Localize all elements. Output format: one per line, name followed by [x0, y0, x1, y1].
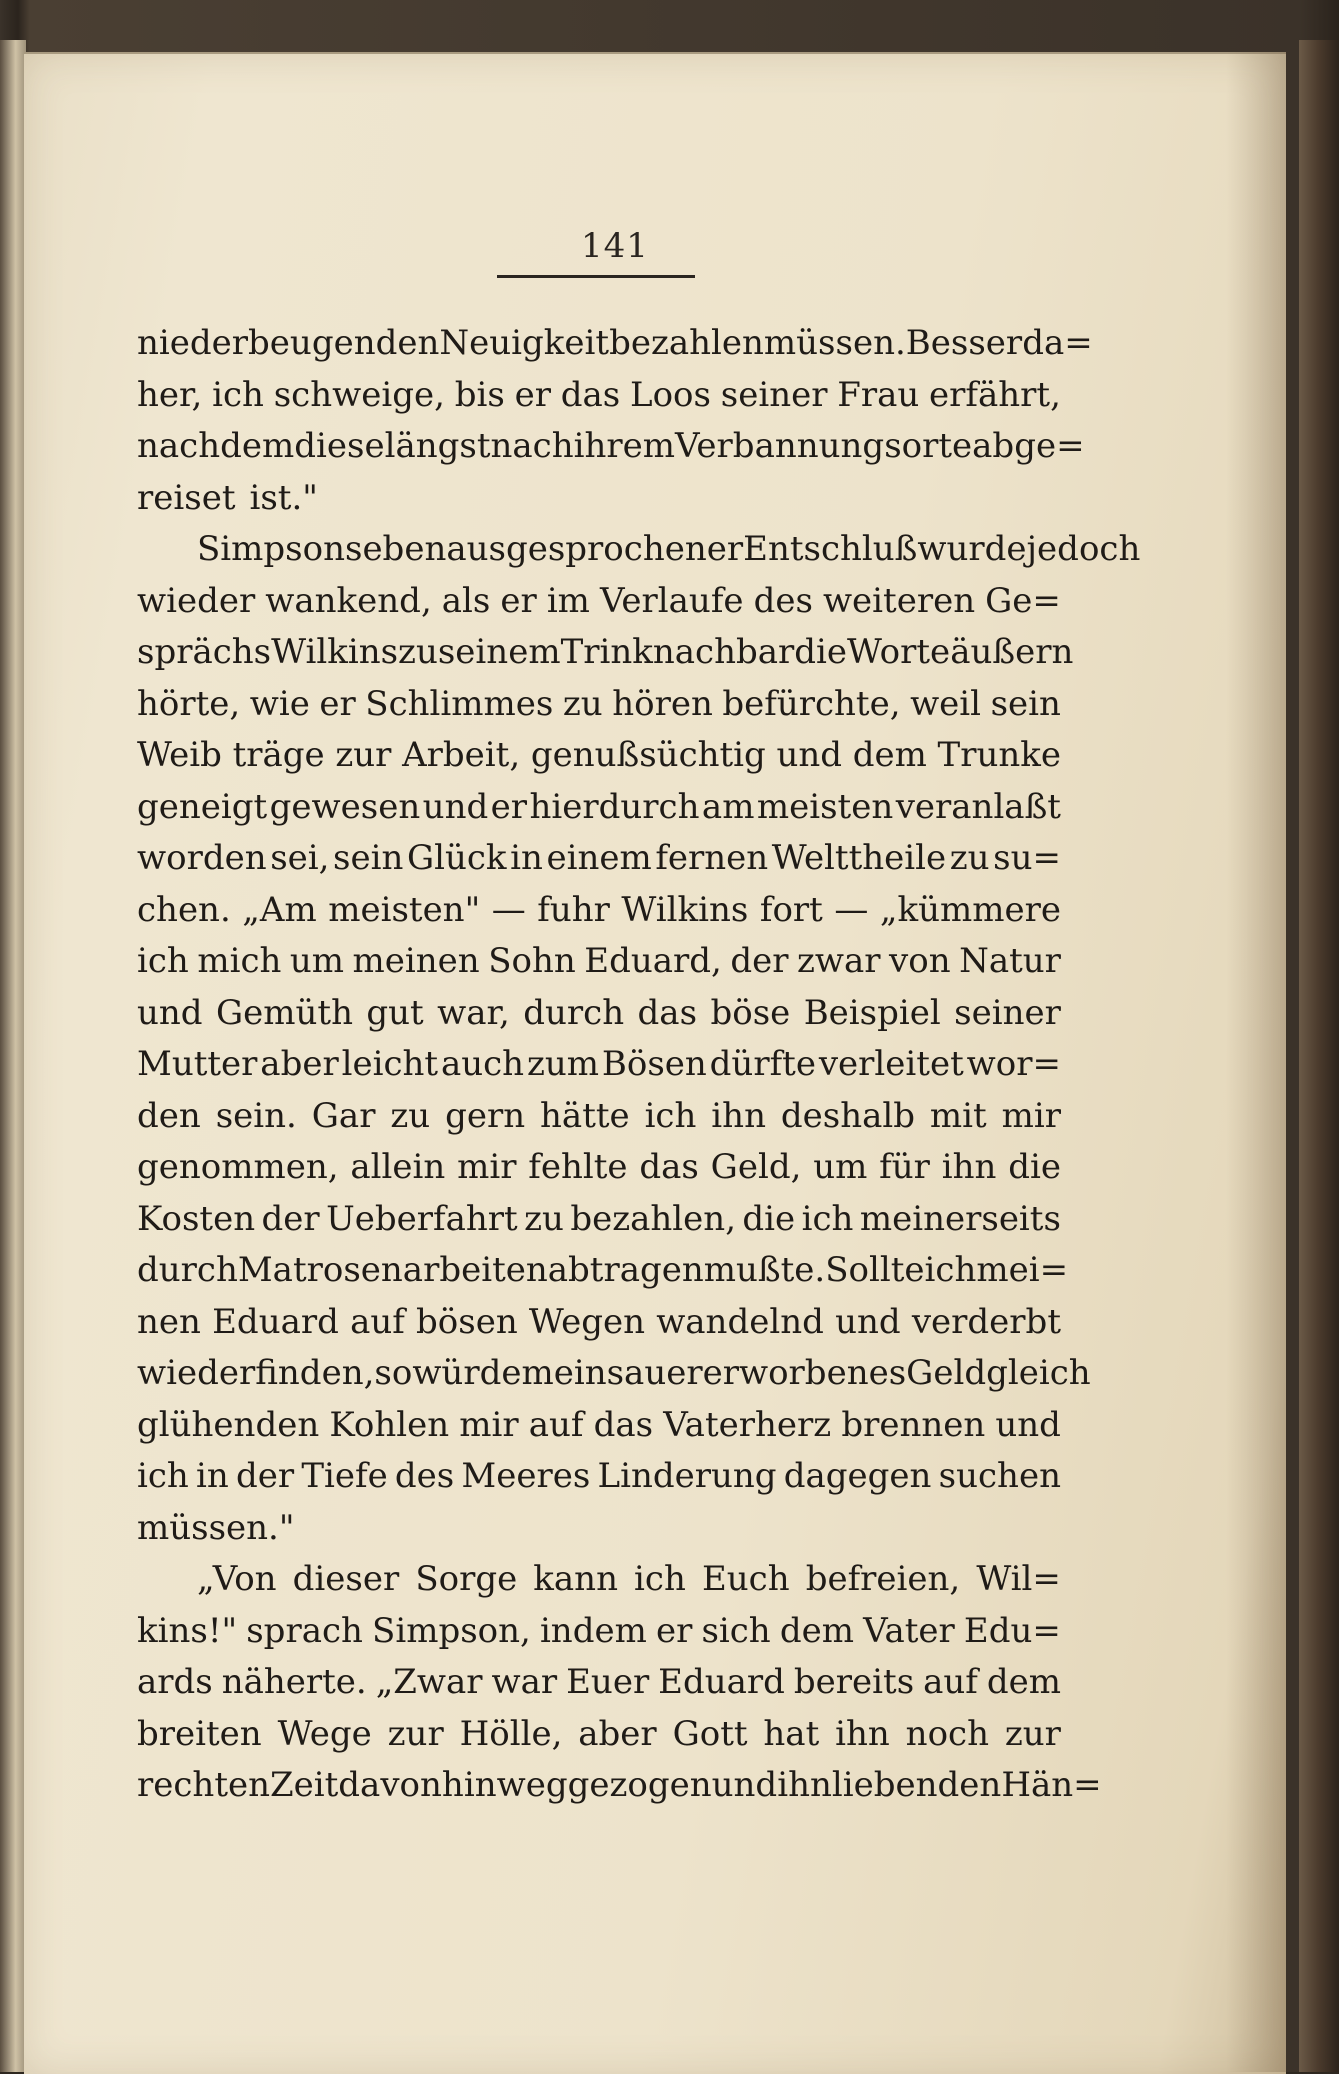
word: sein [990, 683, 1061, 724]
word: den [137, 1095, 201, 1136]
word: durch [137, 1250, 238, 1290]
word: hätte [540, 1095, 630, 1136]
word: Sohn [488, 941, 576, 981]
text-line [137, 1503, 1061, 1555]
word: geneigt [137, 786, 268, 827]
word: gern [445, 1095, 526, 1136]
text-line [137, 1142, 1061, 1194]
word: Mutter [137, 1044, 258, 1084]
text-line [137, 524, 1141, 576]
word: nach [490, 426, 574, 466]
word: ihn [777, 1765, 832, 1805]
word: zu [562, 683, 603, 724]
word: bezahlen, [570, 1198, 736, 1239]
word: Bösen [601, 1044, 707, 1084]
text-line [137, 1245, 1069, 1297]
word: bereits [793, 1662, 915, 1702]
word: und [711, 1765, 778, 1805]
text-line [137, 1039, 1061, 1091]
word: „Am [242, 889, 317, 930]
word: auf [350, 1301, 405, 1342]
word: böse [710, 992, 791, 1033]
word: Ge= [985, 580, 1061, 621]
word: und [995, 1404, 1061, 1445]
word: sauer [606, 1353, 703, 1393]
word: sprächs [137, 632, 272, 672]
word: veranlaßt [895, 786, 1061, 827]
word: glühenden [137, 1404, 320, 1445]
binding-edge [0, 40, 26, 2072]
word: nachdem [137, 426, 295, 466]
word: sprach [246, 1610, 363, 1651]
word: hat [763, 1713, 820, 1754]
word: meisten [756, 786, 894, 827]
word: fernen [655, 838, 769, 878]
word: wor= [966, 1044, 1061, 1084]
cover-board [1299, 40, 1339, 2072]
word: Kosten [137, 1198, 256, 1239]
word: mir [459, 1404, 519, 1445]
word: um [289, 941, 345, 981]
word: Hölle, [459, 1713, 563, 1754]
text-line [137, 1194, 1061, 1246]
word: auf [923, 1662, 978, 1702]
word: meisten" [328, 889, 481, 930]
word: wandelnd [656, 1301, 824, 1342]
word: ich [137, 1456, 189, 1496]
word: Hän= [1001, 1765, 1102, 1805]
word: deshalb [780, 1095, 916, 1136]
word: er [514, 374, 551, 415]
word: Eduard [658, 1662, 785, 1702]
word: jedoch [1026, 529, 1141, 569]
word: dürfte [709, 1044, 816, 1084]
word: zu [949, 838, 990, 878]
word: suchen [938, 1456, 1061, 1496]
word: chen. [137, 889, 231, 930]
word: Ueberfahrt [326, 1198, 518, 1239]
word: der [261, 1198, 320, 1239]
page-number: 141 [581, 226, 649, 266]
word: würde [412, 1353, 522, 1393]
word: nen [137, 1301, 201, 1342]
word: meinerseits [859, 1198, 1061, 1239]
word: ihrem [573, 426, 675, 466]
text-line [137, 730, 1061, 782]
word: Geld [906, 1353, 987, 1393]
word: diese [294, 426, 385, 466]
word: zu [398, 632, 438, 672]
word: Wilkins [621, 889, 749, 930]
word: in [510, 838, 543, 878]
word: Verlaufe [599, 580, 744, 621]
word: dem [779, 1610, 854, 1651]
word: Simpsons [197, 529, 363, 569]
word: ihn [835, 1713, 890, 1754]
word: gleich [986, 1353, 1091, 1393]
word: ihn [711, 1095, 766, 1136]
word: am [701, 786, 755, 827]
word: — [834, 889, 869, 930]
word: als [441, 580, 491, 621]
word: in [196, 1456, 229, 1496]
word: dem [852, 735, 927, 775]
word: bösen [416, 1301, 518, 1342]
text-line [137, 1451, 1061, 1503]
word: Frau [837, 374, 920, 415]
word: äußern [950, 632, 1074, 672]
word: dagegen [783, 1456, 932, 1496]
word: so [374, 1353, 413, 1393]
word: das [560, 374, 621, 415]
word: ich [137, 941, 189, 981]
word: „Zwar [375, 1662, 483, 1702]
word: Kohlen [329, 1404, 450, 1445]
word: abtragen [547, 1250, 704, 1290]
word: fehlte [528, 1147, 628, 1187]
word: Worte [847, 632, 951, 672]
word: zur [335, 735, 392, 775]
word: aber [260, 1044, 339, 1084]
word: Matrosenarbeiten [237, 1250, 548, 1290]
word: her, [137, 374, 203, 415]
word: liebenden [831, 1765, 1002, 1805]
word: ich [634, 1559, 686, 1599]
word: schweige, [273, 374, 445, 415]
word: weil [910, 683, 982, 724]
word: hierdurch [529, 786, 700, 827]
word: noch [905, 1713, 989, 1754]
word: der [730, 941, 789, 981]
word: Gar [311, 1095, 376, 1136]
word: allein [350, 1147, 446, 1187]
word: Simpson, [372, 1610, 531, 1651]
word: Gemüth [215, 992, 353, 1033]
word: indem [539, 1610, 647, 1651]
word: einem [546, 838, 652, 878]
word: zu [524, 1198, 564, 1239]
word: abge= [972, 426, 1085, 466]
word: Edu= [963, 1610, 1061, 1651]
text-line [137, 833, 1061, 885]
word: Beispiel [803, 992, 941, 1033]
word: breiten [137, 1713, 262, 1754]
word: — [491, 889, 526, 930]
word: Zeit [270, 1765, 339, 1805]
word: zwar [796, 941, 881, 981]
word: mei= [976, 1250, 1069, 1290]
word: Trunke [937, 735, 1061, 775]
word: leicht [341, 1044, 439, 1084]
word: Eduard, [584, 941, 722, 981]
word: kins!" [137, 1610, 238, 1651]
word: aber [578, 1713, 657, 1754]
word: durch [523, 992, 625, 1033]
word: sich [701, 1610, 771, 1651]
text-line [137, 1709, 1061, 1761]
word: Wege [277, 1713, 372, 1754]
word: träge [232, 735, 325, 775]
text-line [137, 1297, 1061, 1349]
word: worden [137, 838, 267, 878]
word: zur [1004, 1713, 1061, 1754]
word: Verbannungsorte [675, 426, 973, 466]
word: Wilkins [271, 632, 399, 672]
word: gut [366, 992, 424, 1033]
word: Weib [137, 735, 222, 775]
word: zur [387, 1713, 444, 1754]
body-text [137, 318, 1141, 1812]
word: mir [1001, 1095, 1061, 1136]
word: Sorge [415, 1559, 518, 1599]
word: Loos [630, 374, 711, 415]
word: er [500, 580, 537, 621]
word: bis [454, 374, 505, 415]
word: weiteren [822, 580, 976, 621]
text-line [137, 1348, 1091, 1400]
text-line [137, 679, 1061, 731]
word: Besser [905, 323, 1023, 363]
word: hören [612, 683, 713, 724]
word: zum [526, 1044, 599, 1084]
word: die [794, 632, 848, 672]
word: brennen [841, 1404, 986, 1445]
text-line [137, 473, 1061, 525]
word: Entschluß [743, 529, 918, 569]
word: „kümmere [879, 889, 1061, 930]
word: wankend, [265, 580, 432, 621]
word: mein [521, 1353, 607, 1393]
word: niederbeugenden [137, 323, 440, 363]
word: von [889, 941, 951, 981]
word: Linderung [597, 1456, 777, 1496]
text-line [137, 988, 1061, 1040]
word: und [422, 786, 489, 827]
word: näherte. [221, 1662, 367, 1702]
word: ausgesprochener [446, 529, 744, 569]
word: im [546, 580, 590, 621]
word: für [879, 1147, 930, 1187]
word: genommen, [137, 1147, 339, 1187]
word: war [491, 1662, 558, 1702]
word: auch [440, 1044, 525, 1084]
word: Geld, [710, 1147, 802, 1187]
word: Vater [863, 1610, 955, 1651]
word: das [637, 992, 698, 1033]
word: Eduard [212, 1301, 339, 1342]
word: davon [338, 1765, 442, 1805]
word: fort [759, 889, 823, 930]
text-line [137, 1760, 1102, 1812]
word: seiner [954, 992, 1061, 1033]
word: mit [929, 1095, 987, 1136]
text-line [137, 318, 1093, 370]
word: meinen [352, 941, 480, 981]
word: ards [137, 1662, 213, 1702]
word: befreien, [805, 1559, 961, 1599]
word: seiner [720, 374, 828, 415]
word: müssen." [137, 1507, 295, 1548]
word: Arbeit, [402, 735, 521, 775]
word: wie [249, 683, 310, 724]
word: wieder [137, 580, 256, 621]
text-line [137, 782, 1061, 834]
word: auf [528, 1404, 584, 1445]
text-line [137, 1400, 1061, 1452]
word: das [593, 1404, 654, 1445]
word: des [753, 580, 813, 621]
text-line [137, 370, 1061, 422]
word: er [319, 683, 356, 724]
word: hinweggezogen [441, 1765, 712, 1805]
word: Wil= [976, 1559, 1061, 1599]
text-line [137, 1091, 1061, 1143]
word: war, [437, 992, 510, 1033]
word: Meeres [461, 1456, 591, 1496]
word: ich [801, 1198, 854, 1239]
text-line [137, 885, 1061, 937]
word: Welttheile [771, 838, 947, 878]
word: ich [212, 374, 264, 415]
word: ich [644, 1095, 697, 1136]
word: bezahlen [609, 323, 764, 363]
word: erfährt, [929, 374, 1061, 415]
word: gewesen [269, 786, 421, 827]
word: ihn [941, 1147, 997, 1187]
word: Tiefe [301, 1456, 388, 1496]
word: eben [362, 529, 447, 569]
word: müssen. [763, 323, 906, 363]
word: zu [390, 1095, 431, 1136]
page-number-rule [497, 275, 695, 278]
word: Natur [959, 941, 1061, 981]
word: ist." [249, 477, 318, 518]
word: sei, [270, 838, 330, 878]
word: Trinknachbar [560, 632, 795, 672]
word: „Von [197, 1559, 277, 1599]
word: rechten [137, 1765, 270, 1805]
word: Wegen [528, 1301, 645, 1342]
text-line [137, 627, 1074, 679]
word: Neuigkeit [439, 323, 610, 363]
word: befürchte, [722, 683, 901, 724]
word: reiset [137, 477, 236, 518]
page-edge-shadow [1226, 52, 1286, 2072]
word: Euer [566, 1662, 650, 1702]
text-line [137, 421, 1085, 473]
word: die [742, 1198, 796, 1239]
word: genußsüchtig [530, 735, 766, 775]
word: hörte, [137, 683, 241, 724]
text-line [137, 1606, 1061, 1658]
word: wurde [917, 529, 1027, 569]
word: mußte. [703, 1250, 826, 1290]
word: er [490, 786, 528, 827]
word: der [235, 1456, 295, 1496]
word: verderbt [911, 1301, 1061, 1342]
word: Vaterherz [663, 1404, 832, 1445]
word: Schlimmes [365, 683, 554, 724]
word: mich [197, 941, 282, 981]
word: Gott [672, 1713, 748, 1754]
word: des [394, 1456, 455, 1496]
word: dem [986, 1662, 1061, 1702]
word: sein. [215, 1095, 297, 1136]
word: erworbenes [702, 1353, 907, 1393]
word: das [639, 1147, 699, 1187]
word: seinem [437, 632, 561, 672]
word: Sollte [825, 1250, 925, 1290]
word: um [813, 1147, 868, 1187]
word: und [835, 1301, 901, 1342]
word: er [655, 1610, 693, 1651]
word: verleitet [818, 1044, 964, 1084]
word: da= [1022, 323, 1093, 363]
word: und [137, 992, 203, 1033]
word: fuhr [537, 889, 610, 930]
word: Glück [406, 838, 507, 878]
text-line [137, 1657, 1061, 1709]
word: mir [457, 1147, 517, 1187]
word: sein [333, 838, 404, 878]
text-line [137, 936, 1061, 988]
word: su= [993, 838, 1061, 878]
word: wiederfinden, [137, 1353, 375, 1393]
word: ich [924, 1250, 977, 1290]
word: Euch [701, 1559, 790, 1599]
word: längst [384, 426, 491, 466]
text-line [137, 576, 1061, 628]
word: kann [533, 1559, 618, 1599]
word: die [1008, 1147, 1061, 1187]
word: dieser [292, 1559, 400, 1599]
word: und [776, 735, 843, 775]
text-line [137, 1554, 1061, 1606]
